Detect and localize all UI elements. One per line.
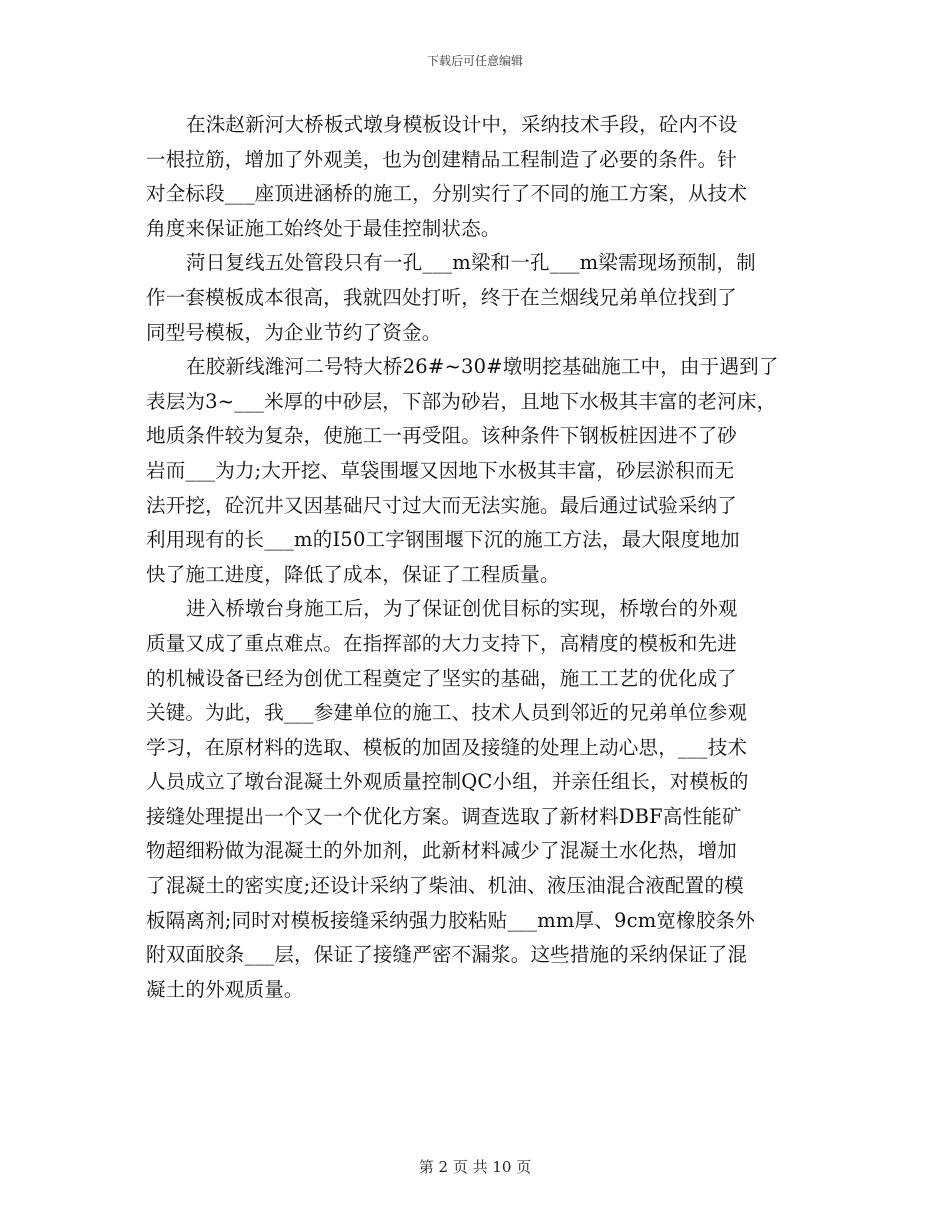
text-line: 地质条件较为复杂，使施工一再受阻。该种条件下钢板桩因进不了砂 xyxy=(146,424,738,448)
text-line: 了混凝土的密实度;还设计采纳了柴油、机油、液压油混合液配置的模 xyxy=(146,874,744,898)
text-line: 在胶新线潍河二号特大桥26#~30#墩明挖基础施工中，由于遇到了 xyxy=(186,355,779,379)
text-line: 法开挖，砼沉井又因基础尺寸过大而无法实施。最后通过试验采纳了 xyxy=(146,493,738,517)
text-line: 岩而___为力;大开挖、草袋围堰又因地下水极其丰富，砂层淤积而无 xyxy=(146,458,735,482)
text-line: 的机械设备已经为创优工程奠定了坚实的基础，施工工艺的优化成了 xyxy=(146,666,738,690)
text-line: 菏日复线五处管段只有一孔___m梁和一孔___m梁需现场预制，制 xyxy=(186,251,756,275)
document-body xyxy=(146,108,826,1007)
text-line: 物超细粉做为混凝土的外加剂，此新材料减少了混凝土水化热，增加 xyxy=(146,839,738,863)
text-line: 角度来保证施工始终处于最佳控制状态。 xyxy=(146,216,501,240)
page-header: 下载后可任意编辑 xyxy=(426,54,523,68)
text-line: 利用现有的长___m的I50工字钢围堰下沉的施工方法，最大限度地加 xyxy=(146,528,740,552)
text-line: 进入桥墩台身施工后，为了保证创优目标的实现，桥墩台的外观 xyxy=(186,597,738,621)
text-line: 人员成立了墩台混凝土外观质量控制QC小组，并亲任组长，对模板的 xyxy=(146,770,749,794)
text-line: 快了施工进度，降低了成本，保证了工程质量。 xyxy=(146,562,560,586)
text-line: 关键。为此，我___参建单位的施工、技术人员到邻近的兄弟单位参观 xyxy=(146,701,748,725)
text-line: 质量又成了重点难点。在指挥部的大力支持下，高精度的模板和先进 xyxy=(146,631,738,655)
text-line: 同型号模板，为企业节约了资金。 xyxy=(146,320,442,344)
text-line: 在洙赵新河大桥板式墩身模板设计中，采纳技术手段，砼内不设 xyxy=(186,113,738,136)
text-line: 学习，在原材料的选取、模板的加固及接缝的处理上动心思，___技术 xyxy=(146,735,748,759)
text-line: 对全标段___座顶进涵桥的施工，分别实行了不同的施工方案，从技术 xyxy=(146,182,748,206)
text-line: 作一套模板成本很高，我就四处打听，终于在兰烟线兄弟单位找到了 xyxy=(146,285,738,309)
text-line: 板隔离剂;同时对模板接缝采纳强力胶粘贴___mm厚、9cm宽橡胶条外 xyxy=(146,908,755,932)
page-number: 第 2 页 共 10 页 xyxy=(418,1158,532,1176)
text-line: 一根拉筋，增加了外观美，也为创建精品工程制造了必要的条件。针 xyxy=(146,147,738,171)
text-line: 凝土的外观质量。 xyxy=(146,977,304,1001)
text-line: 附双面胶条___层，保证了接缝严密不漏浆。这些措施的采纳保证了混 xyxy=(146,943,748,967)
text-line: 接缝处理提出一个又一个优化方案。调查选取了新材料DBF高性能矿 xyxy=(146,804,742,828)
text-line: 表层为3~___米厚的中砂层，下部为砂岩，且地下水极其丰富的老河床， xyxy=(146,389,777,413)
